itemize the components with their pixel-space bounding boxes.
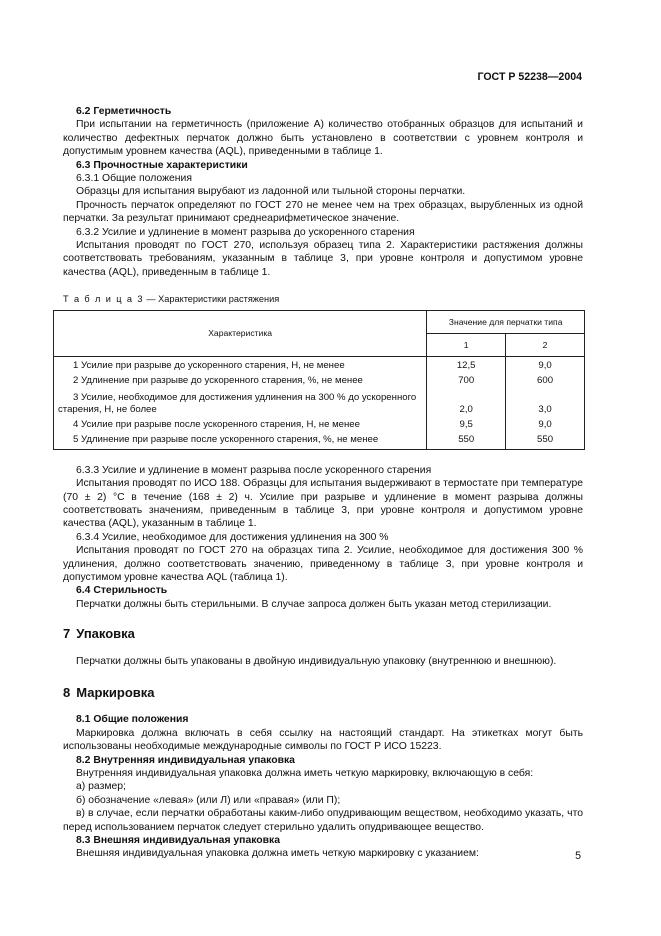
- row-value-type-1: 550: [427, 431, 506, 450]
- section-7-title: Упаковка: [76, 626, 135, 642]
- section-6-2-text: При испытании на герметичность (приложение А) количество отобранных образцов для испытаний и количество дефектных перчаток должно быть установлено в соответствии с уровнем контроля и допустимым уровнем качества (AQL), приведенными в таблице 1.: [63, 119, 583, 158]
- list-item-a: а) размер;: [76, 781, 126, 793]
- section-8-3-text: Внешняя индивидуальная упаковка должна иметь четкую маркировку с указанием:: [76, 848, 479, 860]
- row-value-type-1: 2,0: [427, 387, 506, 416]
- row-label: 1 Усилие при разрыве до ускоренного старения, Н, не менее: [54, 356, 427, 372]
- row-value-type-2: 550: [506, 431, 585, 450]
- section-6-3-2-text: Испытания проводят по ГОСТ 270, используя образец типа 2. Характеристики растяжения должны соответствовать требованиям, указанным в таблице 3, при уровне контроля и допустимом уровне качества (AQL), приведенным в таблице 1.: [63, 240, 583, 278]
- section-8-2-title: 8.2 Внутренняя индивидуальная упаковка: [76, 754, 295, 766]
- row-value-type-1: 700: [427, 372, 506, 387]
- table-row: [54, 431, 585, 450]
- section-7-heading: [63, 627, 583, 640]
- row-value-type-1: 9,5: [427, 416, 506, 431]
- column-header-characteristic: Характеристика: [54, 310, 427, 356]
- list-item-b: б) обозначение «левая» (или Л) или «правая» (или П);: [76, 794, 341, 806]
- section-6-3-1-paragraph-1: Образцы для испытания вырубают из ладонной или тыльной стороны перчатки.: [76, 186, 466, 198]
- section-8-heading: [63, 686, 583, 699]
- section-6-3-4-text: Испытания проводят по ГОСТ 270 на образцах типа 2. Усилие, необходимое для достижения 300 % удлинения, должно соответствовать значению, приведенному в таблице 3, при уровне контроля и допустимом уровне качества AQL (таблица 1).: [63, 545, 583, 583]
- table-row: [54, 387, 585, 416]
- table-row: [54, 356, 585, 372]
- table-caption-prefix: Т а б л и ц а 3: [63, 294, 144, 305]
- section-6-4-text: Перчатки должны быть стерильными. В случае запроса должен быть указан метод стерилизации.: [76, 598, 552, 610]
- section-6-3-2-title: 6.3.2 Усилие и удлинение в момент разрыва до ускоренного старения: [76, 226, 415, 238]
- section-7-text: Перчатки должны быть упакованы в двойную индивидуальную упаковку (внутреннюю и внешнюю).: [76, 655, 557, 667]
- row-label: 5 Удлинение при разрыве после ускоренного старения, %, не менее: [54, 431, 427, 450]
- table-row: [54, 416, 585, 431]
- row-value-type-2: 9,0: [506, 416, 585, 431]
- document-header: ГОСТ Р 52238—2004: [477, 71, 582, 83]
- section-7-number: 7: [63, 626, 71, 642]
- row-label: 2 Удлинение при разрыве до ускоренного старения, %, не менее: [54, 372, 427, 387]
- row-label: 3 Усилие, необходимое для достижения удлинения на 300 % до ускоренного старения, Н, не более: [54, 387, 427, 416]
- column-header-value: Значение для перчатки типа: [427, 310, 585, 333]
- page-number: 5: [575, 850, 581, 862]
- section-8-1-title: 8.1 Общие положения: [76, 714, 189, 726]
- section-8-number: 8: [63, 684, 71, 700]
- section-6-4-title: 6.4 Стерильность: [76, 585, 168, 597]
- characteristics-table: [53, 310, 585, 450]
- section-6-3-1-title: 6.3.1 Общие положения: [76, 173, 192, 185]
- row-value-type-2: 9,0: [506, 356, 585, 372]
- document-body: [58, 105, 583, 861]
- section-8-2-text: Внутренняя индивидуальная упаковка должна иметь четкую маркировку, включающую в себя:: [76, 768, 534, 779]
- row-label: 4 Усилие при разрыве после ускоренного старения, Н, не менее: [54, 416, 427, 431]
- section-6-3-3-text: Испытания проводят по ИСО 188. Образцы для испытания выдерживают в термостате при температуре (70 ± 2) °С в течение (168 ± 2) ч. Усилие при разрыве и удлинение в момент разрыва должны соответствовать значениям, приведенным в таблице 3, при уровне контроля и допустимом уровне качества (AQL), указанным в таблице 1.: [63, 478, 583, 530]
- section-8-3-title: 8.3 Внешняя индивидуальная упаковка: [76, 835, 281, 847]
- section-8-title: Маркировка: [76, 684, 155, 700]
- table-row: [54, 372, 585, 387]
- column-header-type-2: 2: [506, 333, 585, 356]
- section-6-3-1-paragraph-2: Прочность перчаток определяют по ГОСТ 270 не менее чем на трех образцах, вырубленных из одной перчатки. За результат принимают среднеарифметическое значение.: [63, 199, 583, 225]
- row-value-type-2: 600: [506, 372, 585, 387]
- section-6-3-3-title: 6.3.3 Усилие и удлинение в момент разрыва после ускоренного старения: [76, 464, 432, 476]
- column-header-type-1: 1: [427, 333, 506, 356]
- row-value-type-2: 3,0: [506, 387, 585, 416]
- table-caption-title: — Характеристики растяжения: [143, 294, 280, 305]
- table-caption: [63, 293, 583, 306]
- section-6-3-title: 6.3 Прочностные характеристики: [76, 159, 248, 171]
- section-8-1-text: Маркировка должна включать в себя ссылку на настоящий стандарт. На этикетках могут быть использованы необходимые международные символы по ГОСТ Р ИСО 15223.: [63, 727, 583, 753]
- section-6-2-title: 6.2 Герметичность: [76, 106, 172, 117]
- list-item-c: в) в случае, если перчатки обработаны каким-либо опудривающим веществом, необходимо указать, что перед использованием перчаток следует стерильно удалить опудривающее вещество.: [63, 808, 583, 833]
- section-6-3-4-title: 6.3.4 Усилие, необходимое для достижения удлинения на 300 %: [76, 531, 389, 543]
- row-value-type-1: 12,5: [427, 356, 506, 372]
